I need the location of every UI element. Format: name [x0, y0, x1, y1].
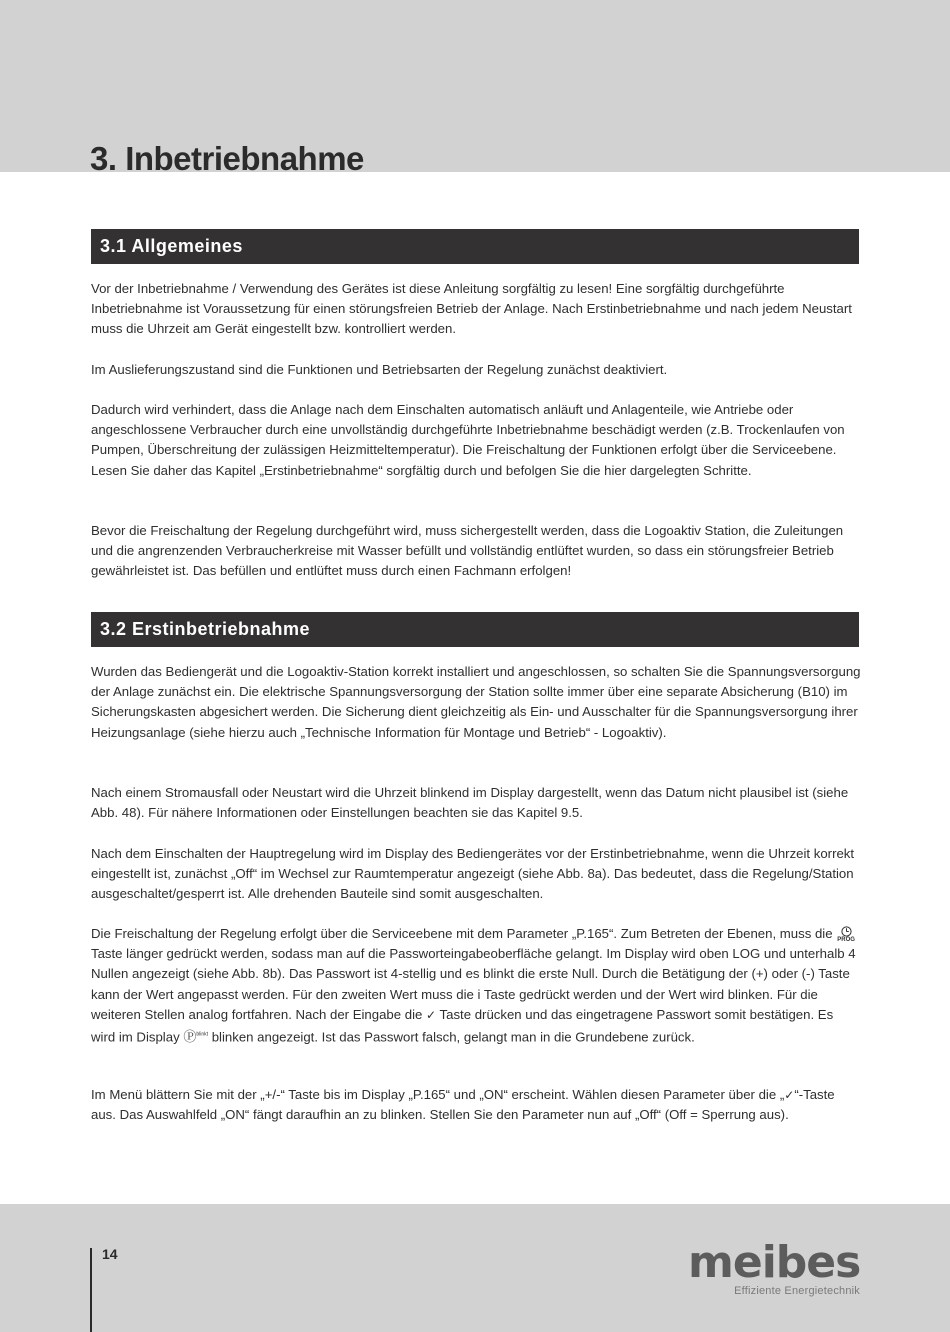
p-symbol-glyph: Ⓟ [183, 1029, 197, 1045]
page-number: 14 [102, 1246, 118, 1262]
paragraph: Nach einem Stromausfall oder Neustart wird die Uhrzeit blinkend im Display dargestellt, wenn das Datum nicht plausibel ist (siehe Abb. 48). Für nähere Informationen oder Einstellungen beachten sie das Kapitel 9.5. [91, 785, 849, 821]
logo-tagline: Effiziente Energietechnik [734, 1285, 860, 1297]
p-symbol-blink-label: blinkt [196, 1032, 209, 1039]
paragraph-menu [91, 1085, 861, 1125]
clock-icon [841, 926, 852, 937]
paragraph-text: Taste länger gedrückt werden, sodass man auf die Passworteingabeoberfläche gelangt. Im Display wird oben LOG und unterhalb 4 Nullen angezeigt (siehe Abb. 8b). Das Passwort ist 4-stellig und es blinkt die erste Null. Durch die Betätigung der (+) oder (-) Taste kann der Wert angepasst werden. Für den zweiten Wert muss die i Taste gedrückt werden und der Wert wird blinken. Für die weiteren Stellen analog fortfahren. Nach der Eingabe die [91, 946, 856, 1022]
meibes-logo [688, 1237, 861, 1297]
paragraph-text: Im Menü blättern Sie mit der „+/-“ Taste bis im Display „P.165“ und „ON“ erscheint. Wählen diesen Parameter über die „ [91, 1087, 785, 1102]
prog-icon-label: PROG [837, 936, 855, 943]
chapter-title: 3. Inbetriebnahme [90, 140, 364, 177]
paragraph-text: “-Taste aus. Das Auswahlfeld „ON“ fängt daraufhin an zu blinken. Stellen Sie den Parameter nun auf „Off“ (Off = Sperrung aus). [91, 1087, 835, 1123]
paragraph: Im Auslieferungszustand sind die Funktionen und Betriebsarten der Regelung zunächst deaktiviert. [91, 362, 668, 377]
prog-clock-icon [837, 926, 855, 944]
p-symbol-icon [183, 1029, 208, 1044]
paragraph: Dadurch wird verhindert, dass die Anlage nach dem Einschalten automatisch anläuft und Anlagenteile, wie Antriebe oder angeschlossene Verbraucher durch eine unvollständig durchgeführte Inbetriebnahme beschädigt werden (z.B. Trockenlaufen von Pumpen, Überschreitung der zulässigen Heizmitteltemperatur). Die Freischaltung der Funktionen erfolgt über die Serviceebene. Lesen Sie daher das Kapitel „Erstinbetriebnahme“ sorgfältig durch und befolgen Sie die hier dargelegten Schritte. [91, 402, 845, 478]
page-number-rule [90, 1248, 92, 1332]
logo-wordmark: meibes [688, 1237, 861, 1288]
paragraph: Nach dem Einschalten der Hauptregelung wird im Display des Bediengerätes vor der Erstinbetriebnahme, wenn die Uhrzeit korrekt eingestellt ist, zunächst „Off“ im Wechsel zur Raumtemperatur angezeigt (siehe Abb. 8a). Das bedeutet, dass die Regelung/Station ausgeschaltet/gesperrt ist. Alle drehenden Bauteile sind somit ausgeschalten. [91, 846, 855, 902]
paragraph: Vor der Inbetriebnahme / Verwendung des Gerätes ist diese Anleitung sorgfältig zu lesen! Eine sorgfältig durchgeführte Inbetriebnahme ist Voraussetzung für einen störungsfreien Betrieb der Anlage. Nach Erstinbetriebnahme und nach jedem Neustart muss die Uhrzeit am Gerät eingestellt bzw. kontrolliert werden. [91, 281, 852, 337]
paragraph: Wurden das Bediengerät und die Logoaktiv-Station korrekt installiert und angeschlossen, so schalten Sie die Spannungsversorgung der Anlage zunächst ein. Die elektrische Spannungsversorgung der Station sollte immer über eine separate Absicherung (B10) im Sicherungskasten abgesichert werden. Die Sicherung dient gleichzeitig als Ein- und Ausschalter für die Spannungsversorgung ihrer Heizungsanlage (siehe hierzu auch „Technische Information für Montage und Betrieb“ - Logoaktiv). [91, 664, 861, 740]
paragraph-password-entry [91, 924, 861, 1048]
section-heading-erstinbetriebnahme: 3.2 Erstinbetriebnahme [91, 612, 859, 647]
paragraph: Bevor die Freischaltung der Regelung durchgeführt wird, muss sichergestellt werden, dass die Logoaktiv Station, die Zuleitungen und die angrenzenden Verbraucherkreise mit Wasser befüllt und vollständig entlüftet wurden, so dass ein störungsfreier Betrieb gewährleistet ist. Das befüllen und entlüftet muss durch einen Fachmann erfolgen! [91, 523, 844, 579]
paragraph-text: blinken angezeigt. Ist das Passwort falsch, gelangt man in die Grundebene zurück. [208, 1029, 695, 1045]
check-icon: ✓ [784, 1088, 795, 1102]
paragraph-text: Taste drücken und das eingetragene Passwort somit bestätigen. Es wird im Display [91, 1006, 834, 1045]
check-icon: ✓ [426, 1007, 437, 1022]
paragraph-text: Die Freischaltung der Regelung erfolgt über die Serviceebene mit dem Parameter „P.165“. Zum Betreten der Ebenen, muss die [91, 926, 837, 941]
section-heading-allgemeines: 3.1 Allgemeines [91, 229, 859, 264]
